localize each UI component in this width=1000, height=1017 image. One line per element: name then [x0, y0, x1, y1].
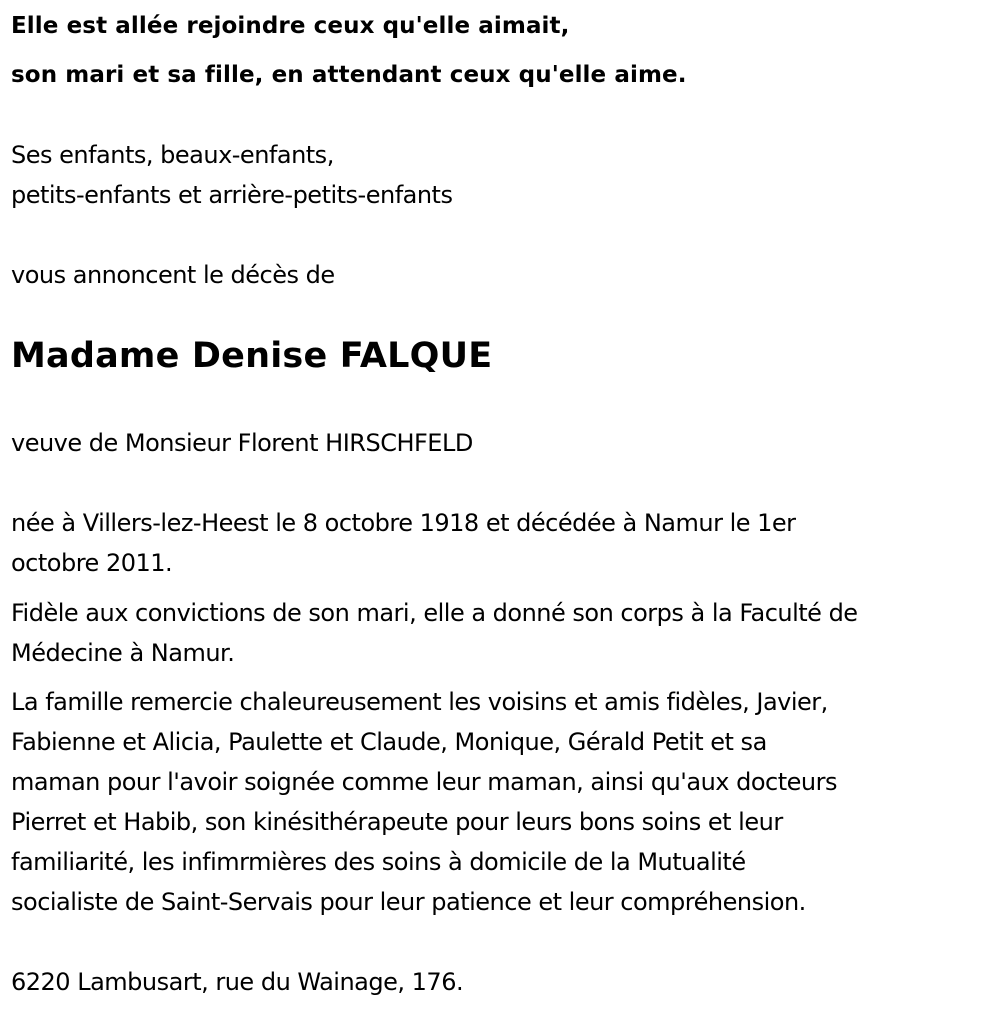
- thanks-line: La famille remercie chaleureusement les voisins et amis fidèles, Javier,: [11, 688, 828, 716]
- thanks-line: maman pour l'avoir soignée comme leur maman, ainsi qu'aux docteurs: [11, 768, 837, 796]
- thanks-line: Fabienne et Alicia, Paulette et Claude, Monique, Gérald Petit et sa: [11, 728, 767, 756]
- donation-line-2: Médecine à Namur.: [11, 639, 235, 667]
- thanks-line: familiarité, les infimrmières des soins à domicile de la Mutualité: [11, 848, 746, 876]
- donation-line-1: Fidèle aux convictions de son mari, elle a donné son corps à la Faculté de: [11, 599, 858, 627]
- address-text: 6220 Lambusart, rue du Wainage, 176.: [11, 968, 464, 996]
- family-line-1: Ses enfants, beaux-enfants,: [11, 141, 334, 169]
- epitaph-line-1: Elle est allée rejoindre ceux qu'elle aimait,: [11, 13, 570, 39]
- announcement-text: vous annoncent le décès de: [11, 261, 335, 289]
- deceased-name: Madame Denise FALQUE: [11, 336, 493, 376]
- family-line-2: petits-enfants et arrière-petits-enfants: [11, 181, 453, 209]
- thanks-line: Pierret et Habib, son kinésithérapeute pour leurs bons soins et leur: [11, 808, 783, 836]
- birth-death-line-1: née à Villers-lez-Heest le 8 octobre 1918 et décédée à Namur le 1er: [11, 509, 796, 537]
- widow-of-text: veuve de Monsieur Florent HIRSCHFELD: [11, 429, 473, 457]
- epitaph-line-2: son mari et sa fille, en attendant ceux qu'elle aime.: [11, 62, 687, 88]
- birth-death-line-2: octobre 2011.: [11, 549, 173, 577]
- thanks-line: socialiste de Saint-Servais pour leur patience et leur compréhension.: [11, 888, 806, 916]
